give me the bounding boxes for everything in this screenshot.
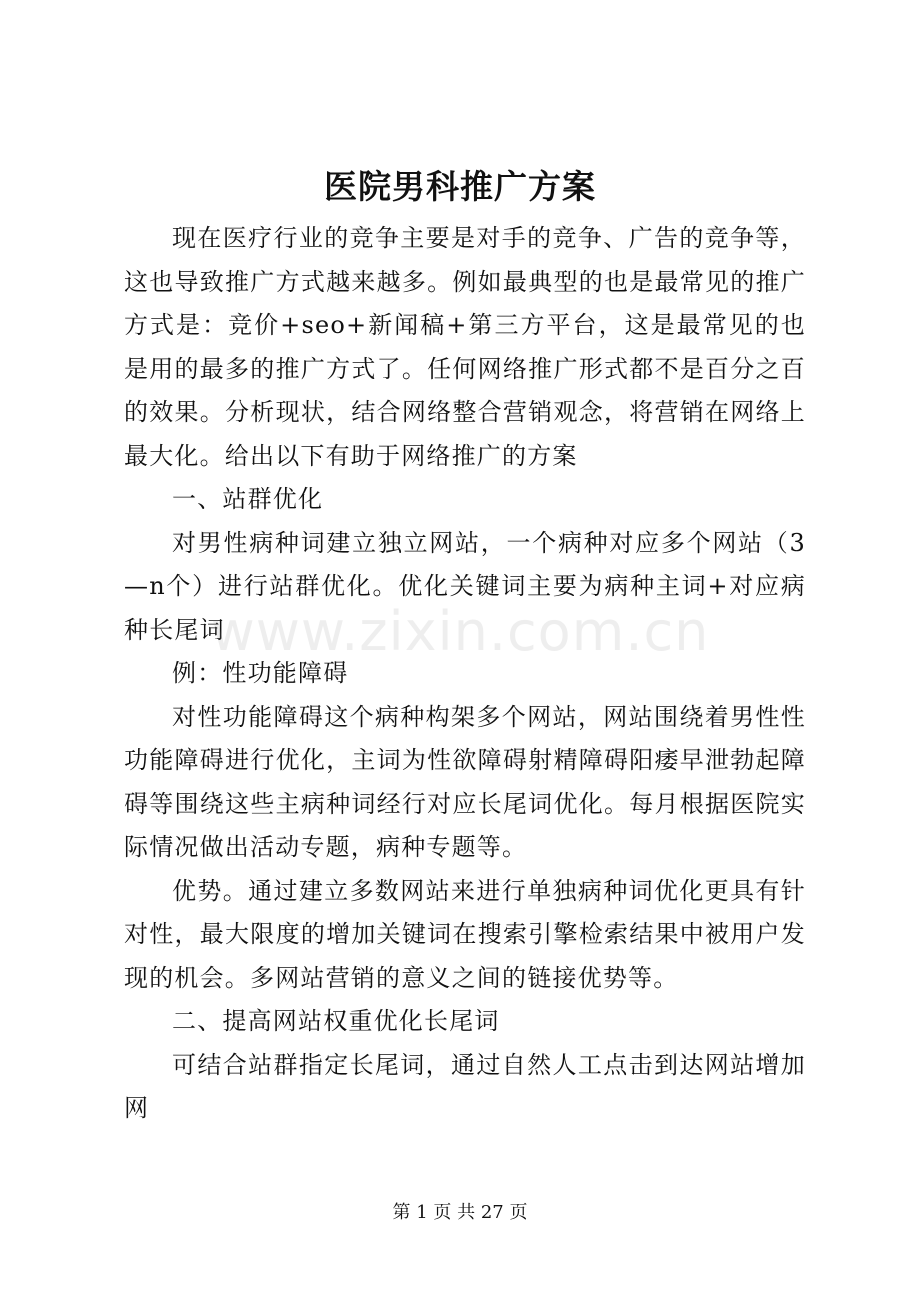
section-heading-2: 二、提高网站权重优化长尾词 (172, 1007, 500, 1035)
paragraph-example: 例：性功能障碍 (172, 659, 349, 687)
section-heading-1: 一、站群优化 (172, 485, 324, 513)
watermark: www.zixin.com.cn (210, 600, 710, 663)
paragraph-intro: 现在医疗行业的竞争主要是对手的竞争、广告的竞争等，这也导致推广方式越来越多。例如最典型的也是最常见的推广方式是：竞价+seo+新闻稿+第三方平台，这是最常见的也是用的最多的推广方式了。任何网络推广形式都不是百分之百的效果。分析现状，结合网络整合营销观念，将营销在网络上最大化。给出以下有助于网络推广的方案 (124, 224, 806, 470)
paragraph-site-group: 对男性病种词建立独立网站，一个病种对应多个网站（3—n个）进行站群优化。优化关键词主要为病种主词+对应病种长尾词 (124, 528, 806, 644)
document-body (124, 217, 806, 1131)
paragraph-advantage: 优势。通过建立多数网站来进行单独病种词优化更具有针对性，最大限度的增加关键词在搜索引擎检索结果中被用户发现的机会。多网站营销的意义之间的链接优势等。 (124, 876, 806, 992)
document-title: 医院男科推广方案 (324, 167, 596, 206)
paragraph-long-tail: 可结合站群指定长尾词，通过自然人工点击到达网站增加网 (124, 1050, 806, 1122)
page-footer: 第 1 页 共 27 页 (392, 1202, 528, 1223)
paragraph-example-detail: 对性功能障碍这个病种构架多个网站，网站围绕着男性性功能障碍进行优化，主词为性欲障碍射精障碍阳痿早泄勃起障碍等围绕这些主病种词经行对应长尾词优化。每月根据医院实际情况做出活动专题，病种专题等。 (124, 702, 806, 861)
